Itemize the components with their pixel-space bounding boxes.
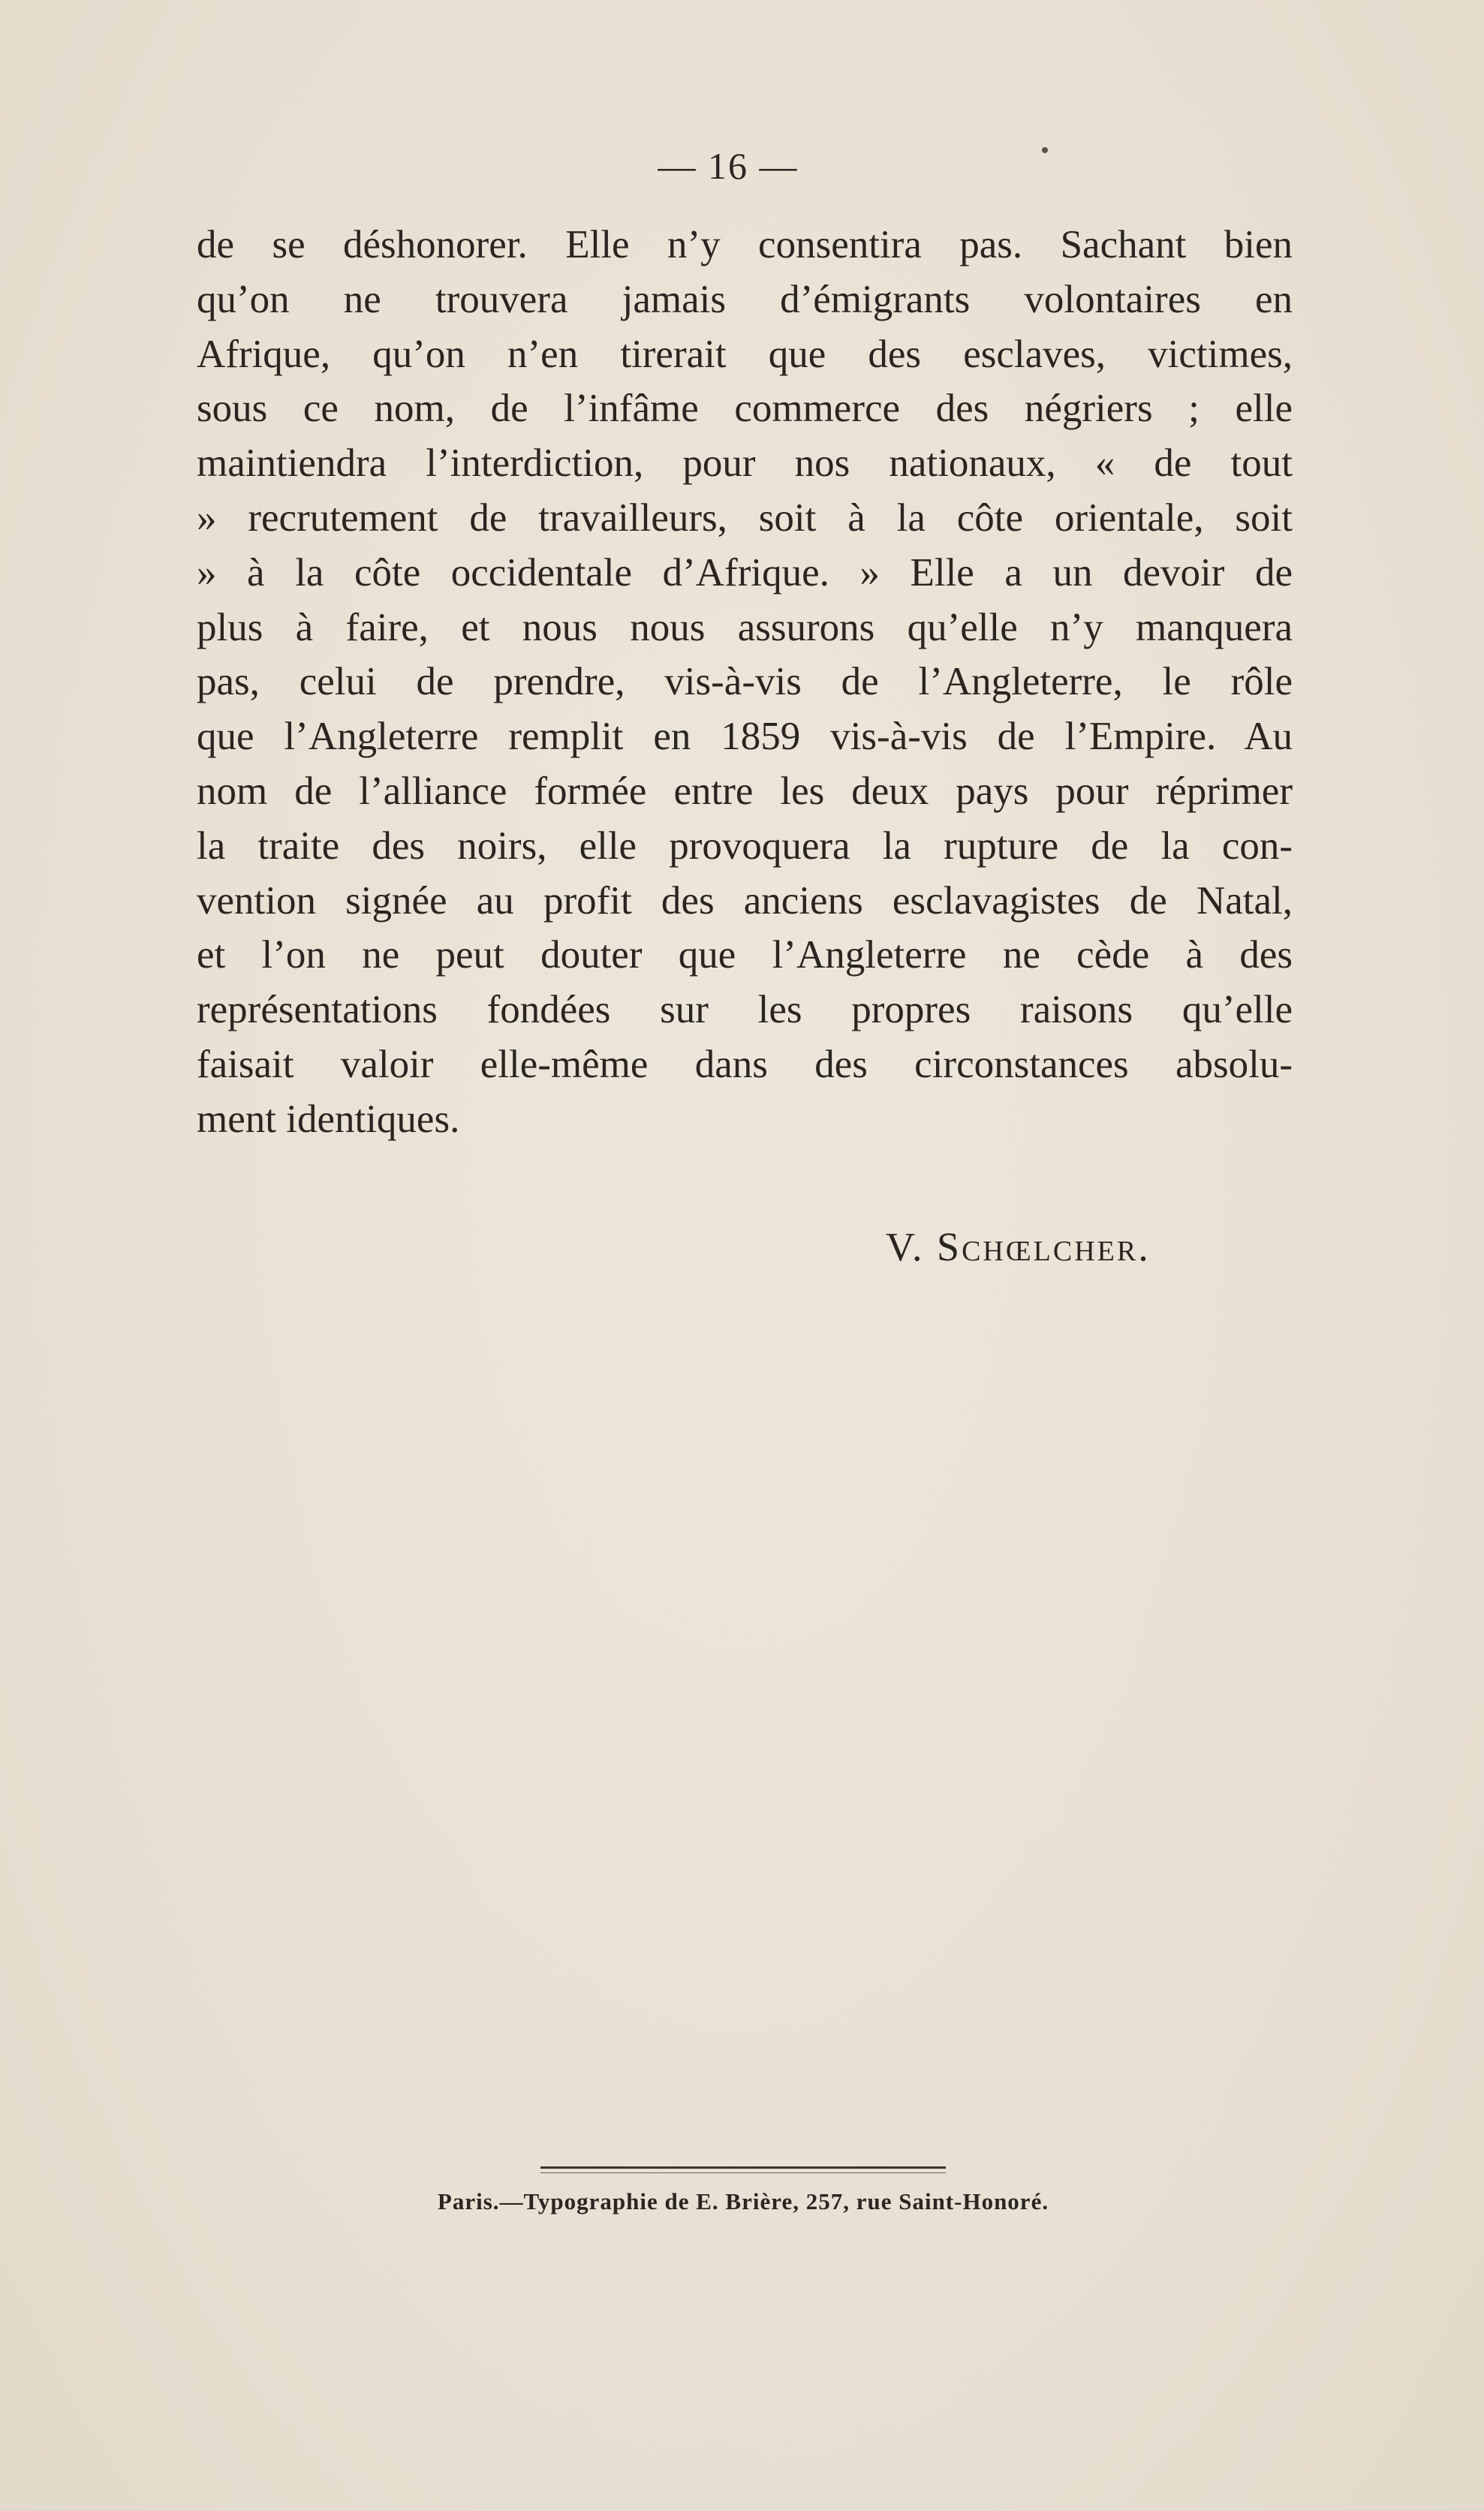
author-signature: V. Schœlcher.	[886, 1224, 1151, 1269]
text-line: » recrutement de travailleurs, soit à la côte orientale, soit	[197, 495, 1293, 540]
text-line: ment identiques.	[197, 1097, 460, 1141]
text-line: de se déshonorer. Elle n’y consentira pas. Sachant bien	[197, 223, 1293, 266]
text-line: Afrique, qu’on n’en tirerait que des esclaves, victimes,	[197, 332, 1293, 376]
ink-speck	[1042, 147, 1048, 153]
text-line: pas, celui de prendre, vis-à-vis de l’Angleterre, le rôle	[197, 660, 1293, 704]
text-line: et l’on ne peut douter que l’Angleterre ne cède à des	[197, 933, 1293, 977]
text-line: que l’Angleterre remplit en 1859 vis-à-vis de l’Empire. Au	[197, 715, 1293, 759]
text-line: » à la côte occidentale d’Afrique. » Elle a un devoir de	[197, 550, 1293, 595]
text-line: sous ce nom, de l’infâme commerce des négriers ; elle	[197, 387, 1293, 431]
text-line: la traite des noirs, elle provoquera la rupture de la con-	[197, 823, 1293, 868]
text-line: maintiendra l’interdiction, pour nos nationaux, « de tout	[197, 441, 1293, 486]
footer-rule	[540, 2166, 946, 2169]
page-number: — 16 —	[658, 145, 799, 187]
body-paragraph	[197, 218, 1293, 1147]
text-line: plus à faire, et nous nous assurons qu’elle n’y manquera	[197, 605, 1293, 649]
text-line: faisait valoir elle-même dans des circonstances absolu-	[197, 1042, 1293, 1086]
footer-rule-thin	[540, 2172, 946, 2173]
printer-imprint: Paris.—Typographie de E. Brière, 257, rue Saint-Honoré.	[437, 2188, 1049, 2214]
text-line: vention signée au profit des anciens esclavagistes de Natal,	[197, 878, 1293, 923]
text-line: représentations fondées sur les propres raisons qu’elle	[197, 988, 1293, 1032]
text-line: nom de l’alliance formée entre les deux pays pour réprimer	[197, 769, 1293, 813]
text-line: qu’on ne trouvera jamais d’émigrants volontaires en	[197, 277, 1293, 321]
